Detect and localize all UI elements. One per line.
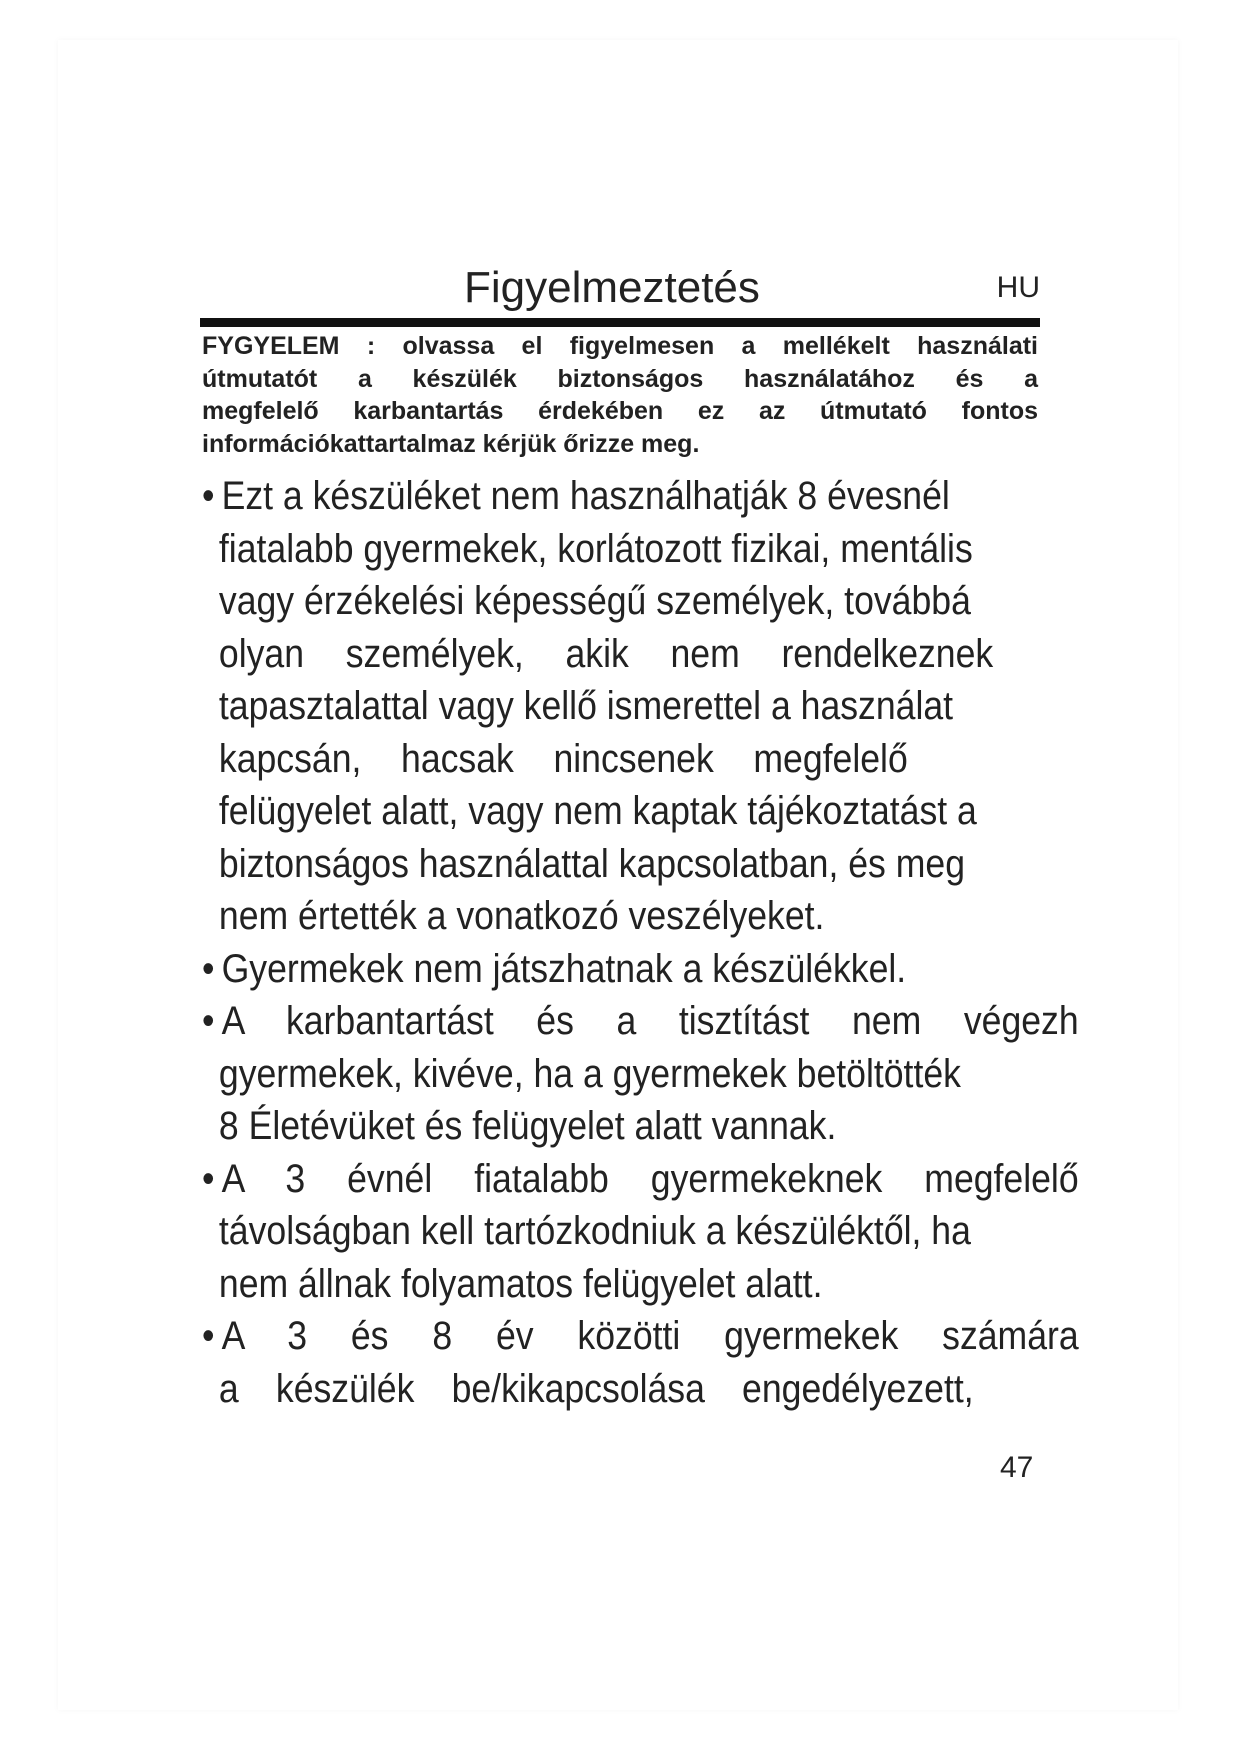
- bullet-text: A 3 és 8 év közötti gyermekek számára: [221, 1314, 1079, 1358]
- bullet-line: [202, 943, 1128, 996]
- warning-line: megfelelő karbantartás érdekében ez az útmutató fontos: [202, 397, 1038, 425]
- bullet-text: A 3 évnél fiatalabb gyermekeknek megfelelő: [221, 1156, 1079, 1201]
- bullet-line: olyan személyek, akik nem rendelkeznek: [218, 631, 994, 676]
- bullet-item: [202, 995, 1128, 1153]
- bullet-item: [202, 1310, 1128, 1415]
- bullet-icon: •: [202, 474, 215, 518]
- bullet-line: a készülék be/kikapcsolása engedélyezett,: [218, 1366, 974, 1411]
- warning-line: FYGYELEM : olvassa el figyelmesen a mellékelt használati: [202, 332, 1038, 360]
- bullet-line: gyermekek, kivéve, ha a gyermekek betöltötték: [218, 1051, 961, 1096]
- bullet-line: kapcsán, hacsak nincsenek megfelelő: [218, 736, 908, 781]
- warning-line: információkattartalmaz kérjük őrizze meg.: [202, 429, 700, 458]
- bullet-line: biztonságos használattal kapcsolatban, és meg: [218, 841, 966, 886]
- bullet-line: tapasztalattal vagy kellő ismerettel a használat: [218, 684, 954, 728]
- bullet-line: 8 Életévüket és felügyelet alatt vannak.: [218, 1104, 837, 1148]
- bullet-item: [202, 1153, 1128, 1311]
- bullet-line: fiatalabb gyermekek, korlátozott fizikai, mentális: [218, 526, 973, 571]
- bullet-icon: •: [202, 946, 215, 991]
- warning-paragraph: [202, 330, 1038, 460]
- bullet-line: távolságban kell tartózkodniuk a készüléktől, ha: [218, 1209, 971, 1253]
- bullet-text: A karbantartást és a tisztítást nem végezh: [221, 999, 1079, 1043]
- page-number: 47: [1000, 1451, 1034, 1484]
- bullet-line: [202, 470, 1128, 523]
- bullet-line: felügyelet alatt, vagy nem kaptak tájékoztatást a: [218, 789, 977, 833]
- page-title: Figyelmeztetés: [464, 263, 760, 312]
- bullet-line: nem állnak folyamatos felügyelet alatt.: [218, 1261, 823, 1306]
- warning-line: útmutatót a készülék biztonságos használatához és a: [202, 364, 1038, 393]
- bullet-item: [202, 943, 1128, 996]
- bullet-icon: •: [202, 999, 215, 1043]
- bullet-text: Gyermekek nem játszhatnak a készülékkel.: [221, 946, 907, 991]
- bullet-icon: •: [202, 1156, 215, 1201]
- page-header: [200, 258, 1040, 318]
- bullet-line: vagy érzékelési képességű személyek, továbbá: [218, 579, 971, 623]
- header-divider: [200, 318, 1040, 327]
- bullet-line: [202, 995, 1079, 1048]
- bullet-line: [202, 1310, 1079, 1363]
- language-code: HU: [996, 271, 1040, 304]
- safety-bullet-list: [202, 470, 1128, 1415]
- bullet-line: nem értették a vonatkozó veszélyeket.: [218, 894, 825, 938]
- bullet-item: [202, 470, 1128, 943]
- bullet-icon: •: [202, 1314, 215, 1358]
- bullet-line: [202, 1153, 1079, 1206]
- bullet-text: Ezt a készüléket nem használhatják 8 évesnél: [221, 474, 950, 518]
